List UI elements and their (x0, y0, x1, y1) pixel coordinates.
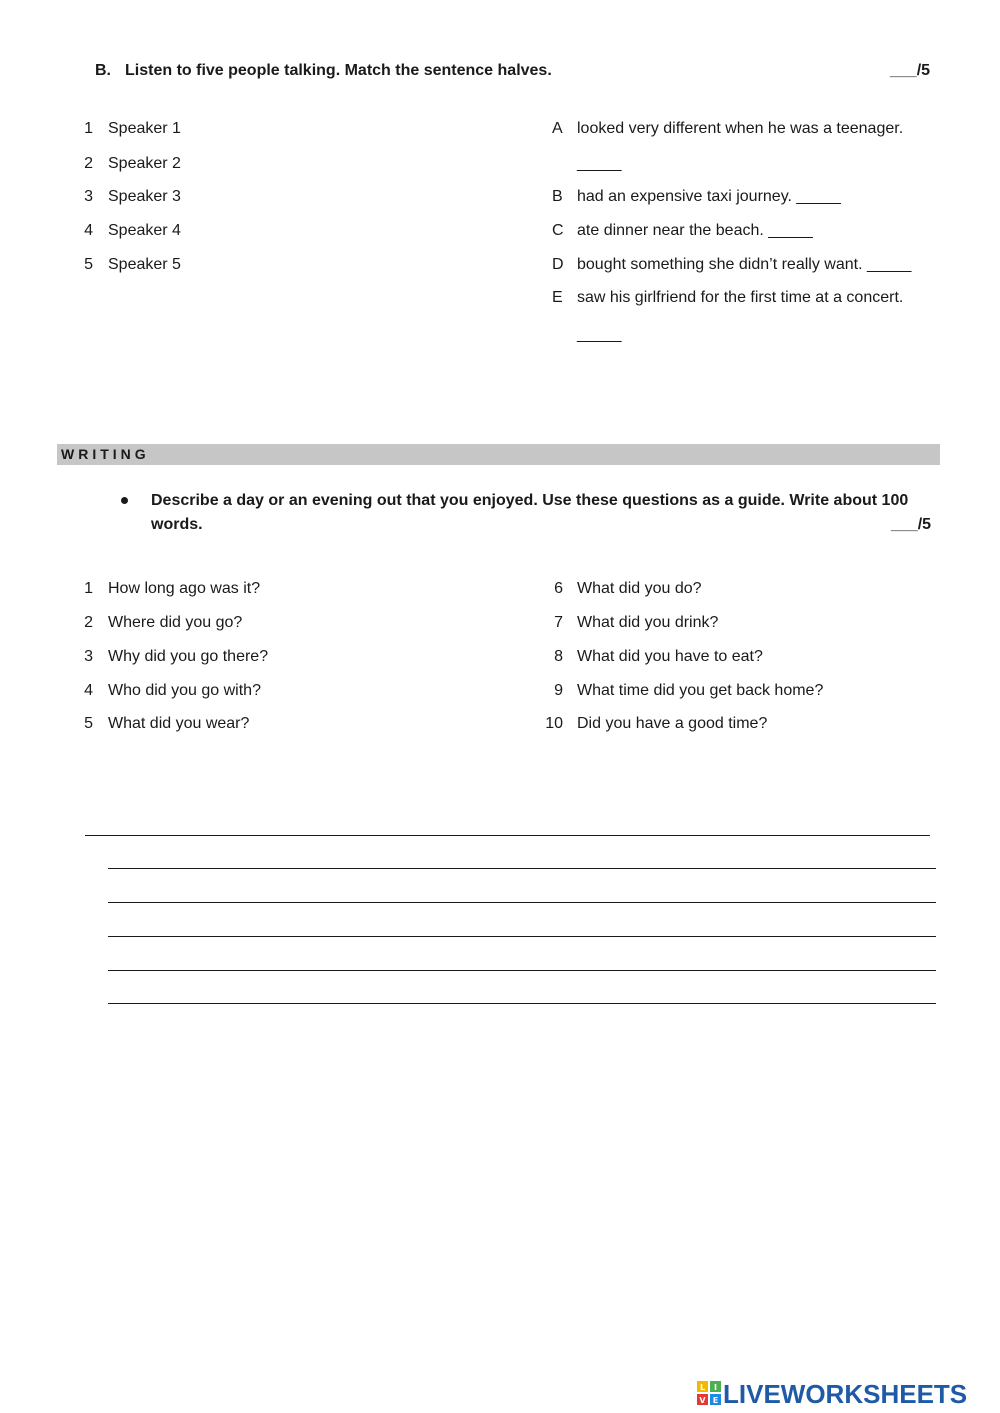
speaker-label: Speaker 4 (108, 222, 181, 239)
option-text: ate dinner near the beach. _____ (577, 222, 813, 239)
logo-text: LIVEWORKSHEETS (723, 1379, 968, 1409)
speaker-number: 2 (84, 155, 93, 172)
bullet-icon (121, 497, 128, 504)
svg-text:I: I (714, 1383, 717, 1392)
section-b-score: ___/5 (890, 62, 931, 79)
question-number: 9 (554, 682, 563, 699)
svg-text:E: E (712, 1396, 719, 1405)
option-letter: C (552, 222, 564, 239)
option-text: bought something she didn’t really want. _____ (577, 256, 912, 273)
question-text: How long ago was it? (108, 580, 261, 597)
question-text: What did you wear? (108, 715, 250, 732)
question-number: 5 (84, 715, 93, 732)
answer-blank[interactable]: _____ (577, 155, 622, 172)
section-b-label: B. (95, 62, 111, 79)
option-letter: A (552, 120, 563, 137)
section-b-instruction: Listen to five people talking. Match the sentence halves. (125, 62, 552, 79)
speaker-number: 5 (84, 256, 93, 273)
answer-blank[interactable]: _____ (577, 326, 622, 343)
question-text: Why did you go there? (108, 648, 269, 665)
question-text: Who did you go with? (108, 682, 261, 699)
question-text: Where did you go? (108, 614, 243, 631)
option-text: looked very different when he was a teenager. (577, 120, 904, 137)
writing-instruction-line1: Describe a day or an evening out that you enjoyed. Use these questions as a guide. Write about 100 (151, 492, 909, 509)
question-number: 8 (554, 648, 563, 665)
question-number: 10 (545, 715, 563, 732)
question-number: 4 (84, 682, 93, 699)
writing-line[interactable] (108, 936, 936, 937)
option-text: saw his girlfriend for the first time at a concert. (577, 289, 904, 306)
speaker-label: Speaker 2 (108, 155, 181, 172)
question-number: 2 (84, 614, 93, 631)
svg-text:L: L (699, 1383, 706, 1392)
question-number: 1 (84, 580, 93, 597)
question-number: 3 (84, 648, 93, 665)
option-letter: B (552, 188, 563, 205)
speaker-number: 4 (84, 222, 93, 239)
writing-instruction-line2: words. (151, 516, 203, 533)
question-number: 6 (554, 580, 563, 597)
svg-text:V: V (699, 1396, 706, 1405)
speaker-label: Speaker 5 (108, 256, 181, 273)
option-text: had an expensive taxi journey. _____ (577, 188, 841, 205)
speaker-label: Speaker 3 (108, 188, 181, 205)
liveworksheets-logo (697, 1379, 992, 1409)
writing-line[interactable] (108, 1003, 936, 1004)
writing-heading: WRITING (61, 446, 150, 462)
question-text: What time did you get back home? (577, 682, 824, 699)
writing-section-header (57, 444, 940, 465)
speaker-label: Speaker 1 (108, 120, 181, 137)
option-letter: D (552, 256, 564, 273)
writing-line[interactable] (108, 902, 936, 903)
writing-score: ___/5 (891, 516, 932, 533)
liveworksheets-logo-icon (697, 1381, 721, 1405)
writing-line[interactable] (108, 970, 936, 971)
speaker-number: 3 (84, 188, 93, 205)
speaker-number: 1 (84, 120, 93, 137)
question-text: What did you have to eat? (577, 648, 763, 665)
question-text: What did you do? (577, 580, 702, 597)
writing-line[interactable] (85, 835, 930, 836)
option-letter: E (552, 289, 563, 306)
question-text: What did you drink? (577, 614, 719, 631)
question-text: Did you have a good time? (577, 715, 768, 732)
writing-line[interactable] (108, 868, 936, 869)
question-number: 7 (554, 614, 563, 631)
